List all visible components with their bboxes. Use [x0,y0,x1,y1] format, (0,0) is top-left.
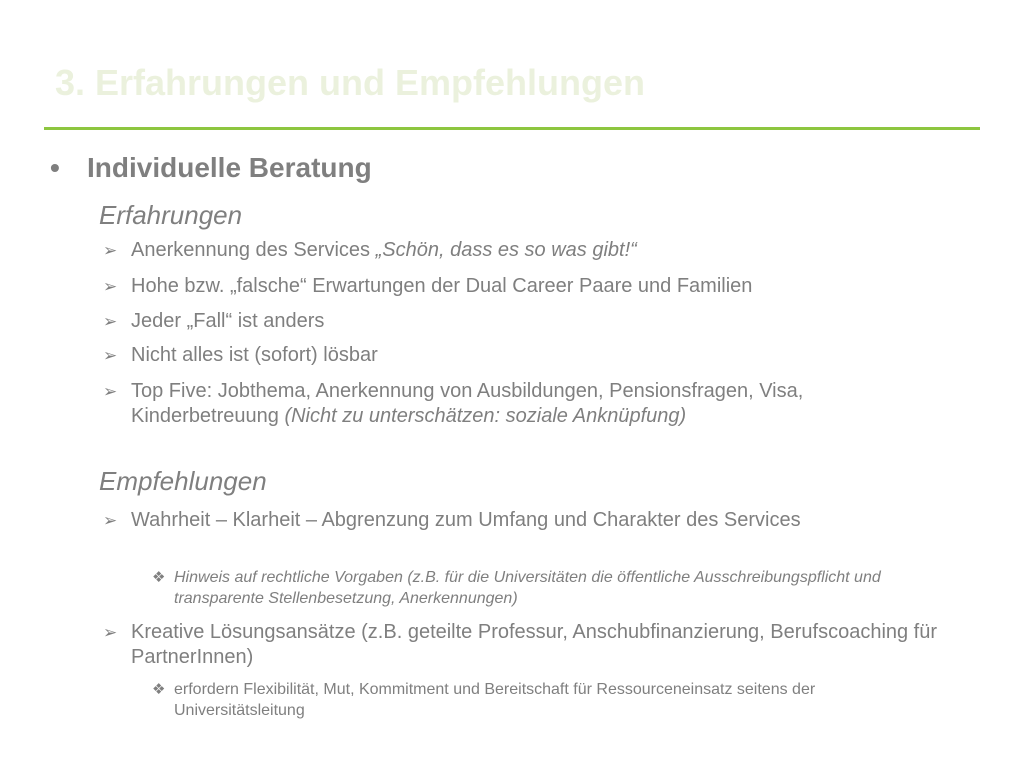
arrow-bullet-icon: ➢ [103,511,118,530]
arrow-bullet-icon: ➢ [103,382,118,401]
experience-item-text: Top Five: Jobthema, Anerkennung von Ausbildungen, Pensionsfragen, Visa, Kinderbetreuung [131,380,804,427]
experience-item-quote: „Schön, dass es so was gibt!“ [375,239,637,261]
experience-item [103,343,963,368]
recommendation-subitem [152,679,932,721]
experience-item-text: Jeder „Fall“ ist anders [131,310,325,332]
section-label: Individuelle Beratung [87,152,372,183]
recommendation-item-text: Wahrheit – Klarheit – Abgrenzung zum Umfang und Charakter des Services [131,509,801,531]
slide-title: 3. Erfahrungen und Empfehlungen [55,62,646,103]
diamond-bullet-icon: ❖ [152,681,166,698]
arrow-bullet-icon: ➢ [103,277,118,296]
experience-item-note: (Nicht zu unterschätzen: soziale Anknüpfung) [284,405,687,427]
arrow-bullet-icon: ➢ [103,623,118,642]
diamond-bullet-icon: ❖ [152,569,166,586]
experience-item [103,274,963,299]
bullet-dot: • [50,152,60,183]
recommendation-subitem [152,567,882,609]
recommendation-item [103,620,953,670]
arrow-bullet-icon: ➢ [103,241,118,260]
experience-item-text: Hohe bzw. „falsche“ Erwartungen der Dual Career Paare und Familien [131,275,753,297]
experience-item [103,238,963,263]
experiences-heading: Erfahrungen [99,200,243,230]
recommendation-subitem-text: Hinweis auf rechtliche Vorgaben (z.B. für die Universitäten die öffentliche Ausschreibungspflicht und transparente Stellenbesetzung, Anerkennungen) [174,569,881,607]
recommendation-item [103,508,893,533]
recommendation-subitem-text: erfordern Flexibilität, Mut, Kommitment und Bereitschaft für Ressourceneinsatz seitens der Universitätsleitung [174,681,816,719]
recommendation-item-text: Kreative Lösungsansätze (z.B. geteilte Professur, Anschubfinanzierung, Berufscoaching für PartnerInnen) [131,621,938,668]
arrow-bullet-icon: ➢ [103,346,118,365]
experience-item-text: Anerkennung des Services [131,239,376,261]
arrow-bullet-icon: ➢ [103,312,118,331]
experience-item-text: Nicht alles ist (sofort) lösbar [131,344,378,366]
recommendations-heading: Empfehlungen [99,466,267,496]
experience-item [103,379,923,429]
experience-item [103,309,963,334]
